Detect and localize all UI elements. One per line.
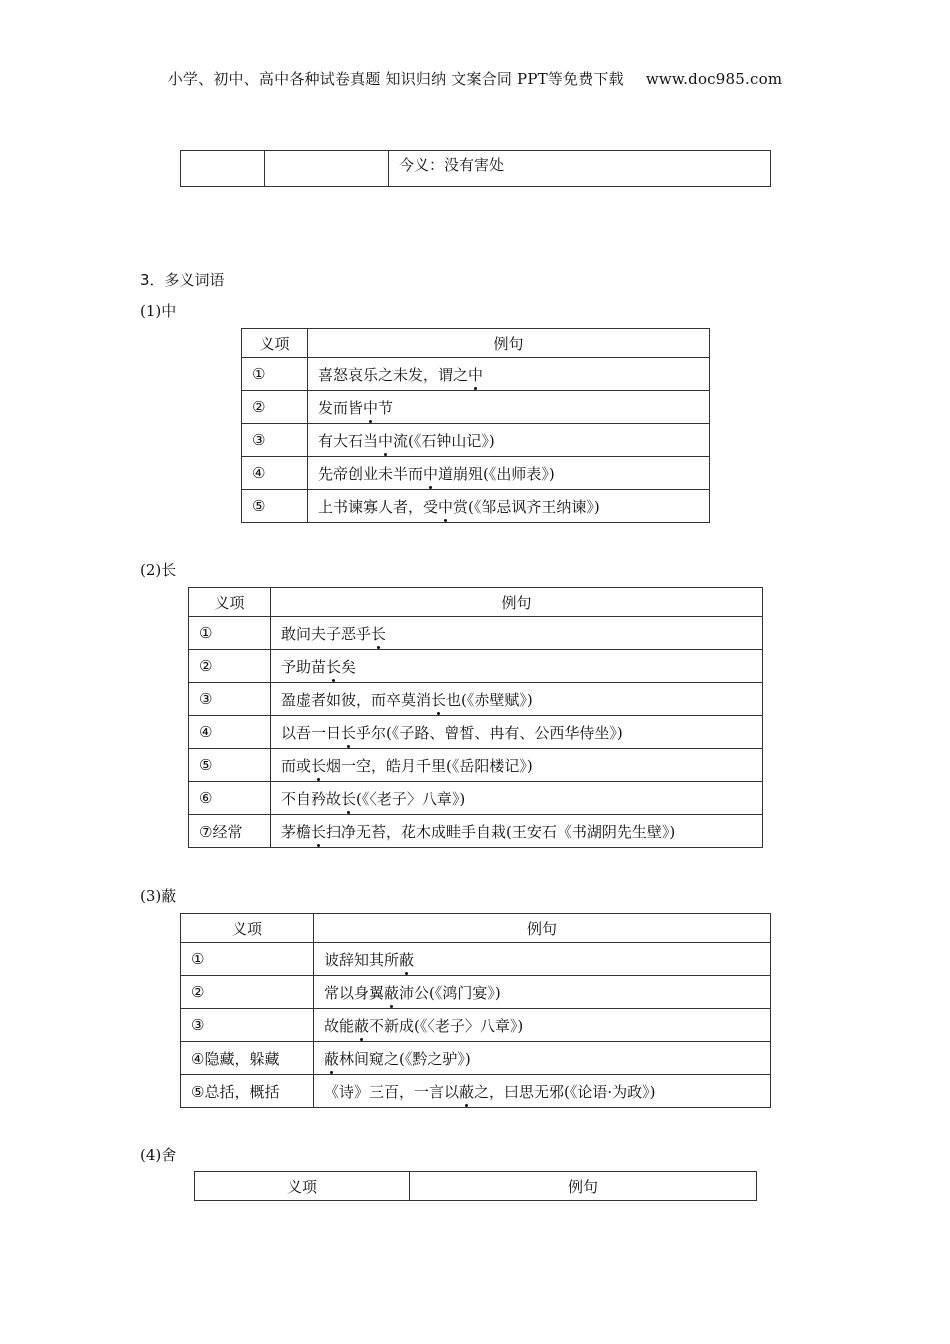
column-header-example: 例句 xyxy=(314,914,771,943)
meaning-cell: ③ xyxy=(189,683,271,716)
table-header-row xyxy=(242,329,710,358)
key-character: 长 xyxy=(371,624,387,643)
table-row xyxy=(189,782,763,815)
table-row xyxy=(242,424,710,457)
polysemy-table-bi xyxy=(180,913,771,1108)
example-text-after: 节 xyxy=(378,398,394,417)
example-text-before: 上书谏寡人者，受 xyxy=(318,497,439,516)
table-row xyxy=(181,943,771,976)
example-cell xyxy=(314,1009,771,1042)
polysemy-table-chang xyxy=(188,587,763,848)
example-cell xyxy=(308,490,710,523)
example-cell xyxy=(314,976,771,1009)
table-row xyxy=(181,1042,771,1075)
example-cell xyxy=(271,683,763,716)
meaning-cell: ② xyxy=(181,976,314,1009)
table-body xyxy=(189,617,763,848)
example-cell xyxy=(271,650,763,683)
table-row xyxy=(189,815,763,848)
example-cell xyxy=(271,782,763,815)
column-header-example: 例句 xyxy=(410,1172,757,1201)
example-text-before: 盈虚者如彼，而卒莫消 xyxy=(281,690,432,709)
example-cell xyxy=(271,617,763,650)
table-row xyxy=(181,976,771,1009)
table-cell: 今义：没有害处 xyxy=(389,151,771,187)
key-character: 蔽 xyxy=(459,1082,475,1101)
meaning-cell: ① xyxy=(189,617,271,650)
table-row xyxy=(242,358,710,391)
example-text-before: 以吾一日 xyxy=(281,723,342,742)
column-header-example: 例句 xyxy=(308,329,710,358)
example-text-before: 而或 xyxy=(281,756,312,775)
key-character: 蔽 xyxy=(354,1016,370,1035)
table-row xyxy=(189,650,763,683)
example-text-after: (《〈老子〉八章》) xyxy=(356,789,466,808)
example-text-after: 林间窥之(《黔之驴》) xyxy=(339,1049,471,1068)
meaning-cell: ⑤总括，概括 xyxy=(181,1075,314,1108)
key-character: 长 xyxy=(311,756,327,775)
meaning-cell: ③ xyxy=(242,424,308,457)
example-cell xyxy=(271,815,763,848)
continuation-table xyxy=(180,150,771,187)
key-character: 长 xyxy=(326,657,342,676)
example-cell xyxy=(308,424,710,457)
key-character: 长 xyxy=(341,723,357,742)
example-text-before: 常以身翼 xyxy=(324,983,385,1002)
column-header-meaning: 义项 xyxy=(189,588,271,617)
example-text-after: 也(《赤壁赋》) xyxy=(446,690,533,709)
example-text-before: 《诗》三百，一言以 xyxy=(324,1082,460,1101)
table-row xyxy=(242,391,710,424)
example-cell xyxy=(271,716,763,749)
table-body xyxy=(242,358,710,523)
table-cell xyxy=(181,151,265,187)
meaning-cell: ⑥ xyxy=(189,782,271,815)
table-row xyxy=(181,1009,771,1042)
key-character: 中 xyxy=(423,464,439,483)
example-text-before: 喜怒哀乐之未发，谓之 xyxy=(318,365,469,384)
example-text-after: 沛公(《鸿门宴》) xyxy=(399,983,501,1002)
key-character: 中 xyxy=(438,497,454,516)
header-site-link[interactable]: www.doc985.com xyxy=(645,70,783,88)
section-title: 3．多义词语 xyxy=(140,271,225,289)
example-cell xyxy=(314,1075,771,1108)
example-text-after: 矣 xyxy=(341,657,357,676)
example-text-before: 茅檐 xyxy=(281,822,312,841)
example-text-after: 烟一空，皓月千里(《岳阳楼记》) xyxy=(326,756,533,775)
example-text-before: 发而皆 xyxy=(318,398,364,417)
example-text-before: 故能 xyxy=(324,1016,355,1035)
meaning-cell: ① xyxy=(181,943,314,976)
column-header-meaning: 义项 xyxy=(195,1172,410,1201)
column-header-meaning: 义项 xyxy=(242,329,308,358)
example-text-after: 不新成(《〈老子〉八章》) xyxy=(369,1016,524,1035)
key-character: 长 xyxy=(311,822,327,841)
example-text-before: 先帝创业未半而 xyxy=(318,464,424,483)
meaning-cell: ⑤ xyxy=(242,490,308,523)
page-header xyxy=(0,68,950,89)
example-cell xyxy=(314,1042,771,1075)
table-row xyxy=(181,151,771,187)
example-cell xyxy=(308,457,710,490)
key-character: 长 xyxy=(431,690,447,709)
example-text-after: 道崩殂(《出师表》) xyxy=(438,464,555,483)
example-cell xyxy=(308,358,710,391)
key-character: 蔽 xyxy=(399,950,415,969)
table-cell xyxy=(265,151,389,187)
table-row xyxy=(189,749,763,782)
meaning-cell: ① xyxy=(242,358,308,391)
meaning-cell: ② xyxy=(189,650,271,683)
table-header-row xyxy=(181,914,771,943)
meaning-cell: ② xyxy=(242,391,308,424)
example-text-after: 之，曰思无邪(《论语·为政》) xyxy=(474,1082,656,1101)
example-text-before: 诐辞知其所 xyxy=(324,950,400,969)
group-label-bi: (3)蔽 xyxy=(140,887,177,905)
table-header-row xyxy=(189,588,763,617)
table-row xyxy=(181,1075,771,1108)
key-character: 中 xyxy=(378,431,394,450)
meaning-cell: ④隐藏，躲藏 xyxy=(181,1042,314,1075)
table-row xyxy=(242,490,710,523)
meaning-cell: ③ xyxy=(181,1009,314,1042)
key-character: 中 xyxy=(363,398,379,417)
example-text-before: 敢问夫子恶乎 xyxy=(281,624,372,643)
polysemy-table-zhong xyxy=(241,328,710,523)
example-text-before: 有大石当 xyxy=(318,431,379,450)
column-header-example: 例句 xyxy=(271,588,763,617)
example-cell xyxy=(271,749,763,782)
table-row xyxy=(189,716,763,749)
meaning-cell: ⑦经常 xyxy=(189,815,271,848)
group-label-she: (4)舍 xyxy=(140,1146,177,1164)
key-character: 蔽 xyxy=(384,983,400,1002)
example-text-before: 予助苗 xyxy=(281,657,327,676)
key-character: 蔽 xyxy=(324,1049,340,1068)
example-text-after: 赏(《邹忌讽齐王纳谏》) xyxy=(453,497,600,516)
example-text-after: 扫净无苔，花木成畦手自栽(王安石《书湖阴先生壁》) xyxy=(326,822,676,841)
example-text-before: 不自矜故 xyxy=(281,789,342,808)
group-label-chang: (2)长 xyxy=(140,561,177,579)
key-character: 长 xyxy=(341,789,357,808)
key-character: 中 xyxy=(468,365,484,384)
example-cell xyxy=(314,943,771,976)
meaning-cell: ④ xyxy=(189,716,271,749)
table-body xyxy=(181,943,771,1108)
meaning-cell: ④ xyxy=(242,457,308,490)
example-text-after: 乎尔(《子路、曾皙、冉有、公西华侍坐》) xyxy=(356,723,623,742)
example-cell xyxy=(308,391,710,424)
example-text-after: 流(《石钟山记》) xyxy=(393,431,495,450)
polysemy-table-she xyxy=(194,1171,757,1201)
meaning-cell: ⑤ xyxy=(189,749,271,782)
table-row xyxy=(189,683,763,716)
table-row xyxy=(242,457,710,490)
header-left-text: 小学、初中、高中各种试卷真题 知识归纳 文案合同 PPT等免费下载 xyxy=(167,70,624,88)
table-row xyxy=(189,617,763,650)
table-header-row xyxy=(195,1172,757,1201)
column-header-meaning: 义项 xyxy=(181,914,314,943)
group-label-zhong: (1)中 xyxy=(140,302,177,320)
